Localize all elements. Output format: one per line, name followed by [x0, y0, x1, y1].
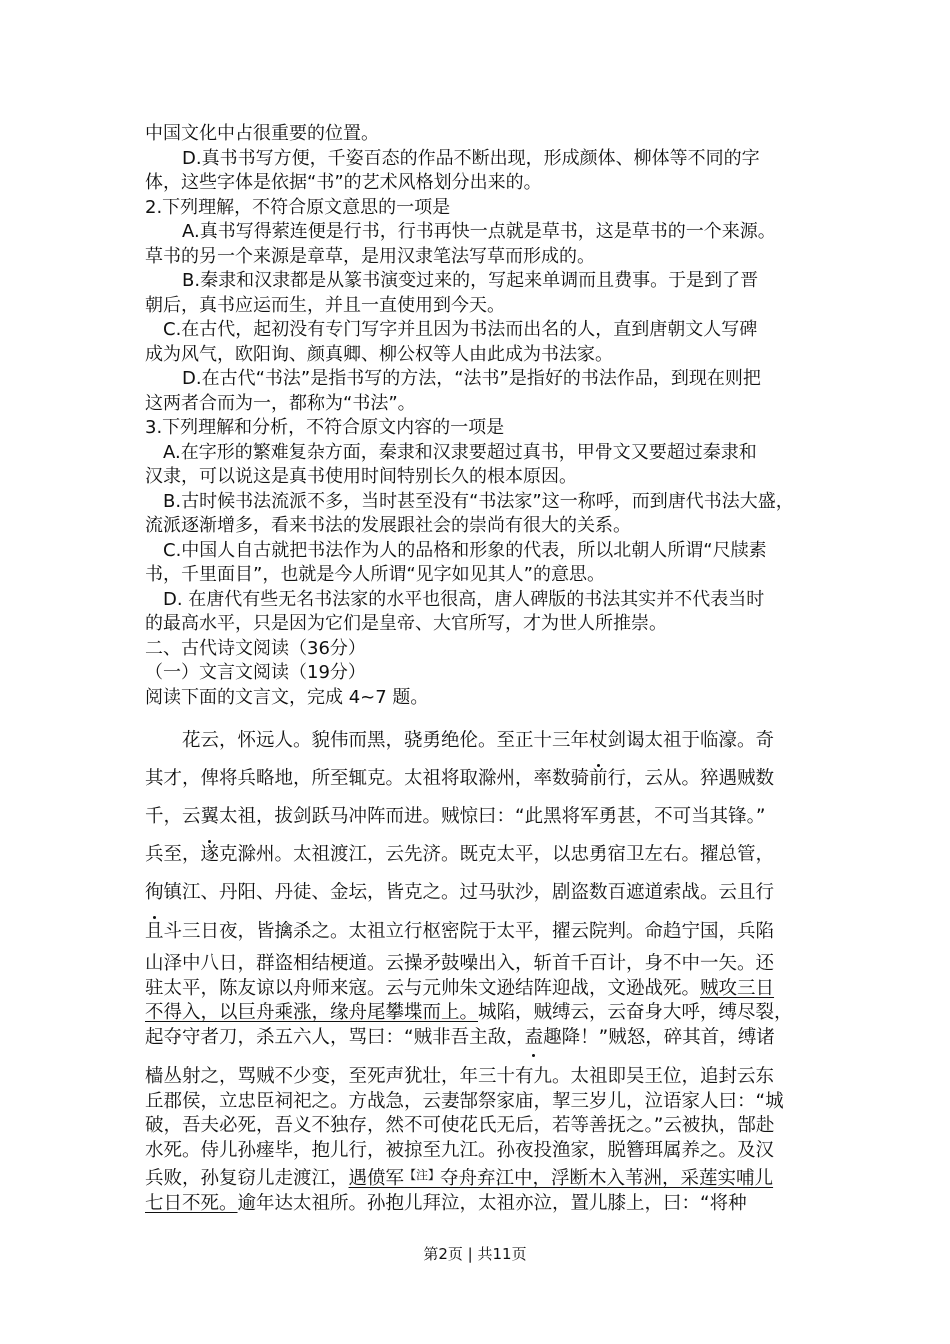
page-number: 第2页 | 共11页: [423, 1245, 527, 1263]
option-a: A.在字形的繁难复杂方面，秦隶和汉隶要超过真书，甲骨文又要超过秦隶和: [163, 441, 757, 463]
passage-line: [145, 798, 825, 836]
text-line: 中国文化中占很重要的位置。: [145, 123, 379, 144]
passage-line: [145, 874, 825, 912]
emphasis-dot-char: 翼: [201, 798, 220, 836]
passage-line: 丘郡侯，立忠臣祠祀之。方战急，云妻郜祭家庙，挈三岁儿，泣语家人曰：“城: [145, 1090, 784, 1112]
section-heading: 二、古代诗文阅读（36分）: [145, 637, 366, 659]
passage-line: 兵至，遂克滁州。太祖渡江，云先济。既克太平，以忠勇宿卫左右。擢总管，: [145, 844, 775, 865]
option-c: C.在古代，起初没有专门写字并且因为书法而出名的人，直到唐朝文人写碑: [163, 319, 758, 340]
passage-text: 城陷，贼缚云，云奋身大呼，缚尽裂，: [478, 1002, 793, 1023]
emphasis-dot-char: 盍: [525, 1026, 544, 1051]
passage-text: 千，云: [145, 806, 201, 827]
passage-text: 驻太平，陈友谅以舟师来寇。云与元帅朱文逊结阵迎战，文逊战死。: [145, 977, 701, 999]
page-content: [145, 122, 825, 1216]
question-3: 3.下列理解和分析，不符合原文内容的一项是: [145, 417, 505, 438]
passage-line: 且斗三日夜，皆擒杀之。太祖立行枢密院于太平，擢云院判。命趋宁国，兵陷: [145, 921, 775, 942]
text-line: 汉隶，可以说这是真书使用时间特别长久的根本原因。: [145, 466, 577, 487]
underlined-sentence: 贼攻三日: [700, 977, 775, 999]
passage-text: 逾年达太祖所。孙抱儿拜泣，太祖亦泣，置儿膝上，曰：“将种: [237, 1192, 747, 1214]
passage-line: [145, 1026, 825, 1051]
text-line: 体，这些字体是依据“书”的艺术风格划分出来的。: [145, 172, 542, 193]
instruction-text: 阅读下面的文言文，完成 4~7 题。: [145, 686, 429, 708]
option-a: A.真书写得萦连便是行书，行书再快一点就是草书，这是草书的一个来源。: [182, 221, 776, 242]
passage-line: 其才，俾将兵略地，所至辄克。太祖将取滁州，率数骑前行，云从。猝遇贼数: [145, 768, 775, 789]
text-line: 成为风气，欧阳询、颜真卿、柳公权等人由此成为书法家。: [145, 343, 613, 365]
text-line: 的最高水平，只是因为它们是皇帝、大官所写，才为世人所推崇。: [145, 613, 667, 634]
text-line: 朝后，真书应运而生，并且一直使用到今天。: [145, 294, 505, 316]
passage-line: [145, 1192, 825, 1217]
passage-text: 花云，怀远人。貌伟而黑，骁勇绝伦。至正十三年: [182, 730, 590, 751]
option-b: B.秦隶和汉隶都是从篆书演变过来的，写起来单调而且费事。于是到了晋: [182, 270, 759, 291]
underlined-sentence: 不得入，以巨舟乘涨，缘舟尾攀堞而上。: [145, 1002, 479, 1023]
passage-line: 山泽中八日，群盗相结梗道。云操矛鼓噪出入，斩首千百计，身不中一矢。还: [145, 953, 775, 974]
passage-line: [145, 1001, 825, 1026]
passage-line: [145, 722, 825, 760]
text-line: 流派逐渐增多，看来书法的发展跟社会的崇尚有很大的关系。: [145, 515, 631, 536]
text-line: 书，千里面目”，也就是今人所谓“见字如见其人”的意思。: [145, 564, 605, 585]
underlined-sentence: 七日不死。: [145, 1192, 238, 1214]
passage-line: [145, 977, 825, 1002]
passage-line: 樯丛射之，骂贼不少变，至死声犹壮，年三十有九。太祖即吴王位，追封云东: [145, 1066, 775, 1087]
option-c: C.中国人自古就把书法作为人的品格和形象的代表，所以北朝人所谓“尺牍素: [163, 539, 767, 561]
passage-line: 破，吾夫必死，吾义不独存，然不可使花氏无后，若等善抚之。”云被执，郜赴: [145, 1115, 775, 1136]
option-b: B.古时候书法流派不多，当时甚至没有“书法家”这一称呼，而到唐代书法大盛，: [163, 490, 794, 512]
passage-text: 镇江、丹阳、丹徒、金坛，皆克之。过马驮沙，剧盗数百遮道索战。云且行: [163, 882, 775, 903]
passage-line: [145, 1163, 825, 1192]
passage-line: 水死。侍儿孙瘗毕，抱儿行，被掠至九江。孙夜投渔家，脱簪珥属养之。及汉: [145, 1139, 775, 1161]
footnote-marker: 【注】: [404, 1168, 441, 1182]
emphasis-dot-char: 杖: [589, 722, 608, 760]
passage-text: 起夺守者刀，杀五六人，骂曰：“贼非吾主敌，: [145, 1026, 525, 1048]
emphasis-dot-char: 徇: [145, 874, 164, 912]
classical-passage: [145, 722, 825, 1216]
question-2: 2.下列理解，不符合原文意思的一项是: [145, 196, 451, 218]
option-d: D. 在唐代有些无名书法家的水平也很高，唐人碑版的书法其实并不代表当时: [163, 588, 765, 610]
underlined-sentence: [349, 1168, 774, 1189]
text-line: 这两者合而为一，都称为“书法”。: [145, 392, 416, 414]
underlined-text: 遇偾军: [348, 1168, 405, 1189]
passage-text: 太祖，拔剑跃马冲阵而进。贼惊曰：“此黑将军勇甚，不可当其锋。”: [219, 806, 766, 827]
passage-text: 剑谒太祖于临濠。奇: [607, 730, 775, 751]
option-d: D.在古代“书法”是指书写的方法，“法书”是指好的书法作品，到现在则把: [182, 368, 761, 389]
text-line: 草书的另一个来源是章草，是用汉隶笔法写草而形成的。: [145, 245, 595, 267]
option-d: D.真书书写方便，千姿百态的作品不断出现，形成颜体、柳体等不同的字: [182, 147, 760, 169]
underlined-text: 夺舟弃江中，浮断木入苇洲，采莲实哺儿: [440, 1168, 774, 1189]
passage-text: 兵败，孙复窃儿走渡江，: [145, 1168, 349, 1189]
subsection-heading: （一）文言文阅读（19分）: [145, 662, 366, 683]
passage-text: 趣降！”贼怒，碎其首，缚诸: [543, 1026, 775, 1048]
